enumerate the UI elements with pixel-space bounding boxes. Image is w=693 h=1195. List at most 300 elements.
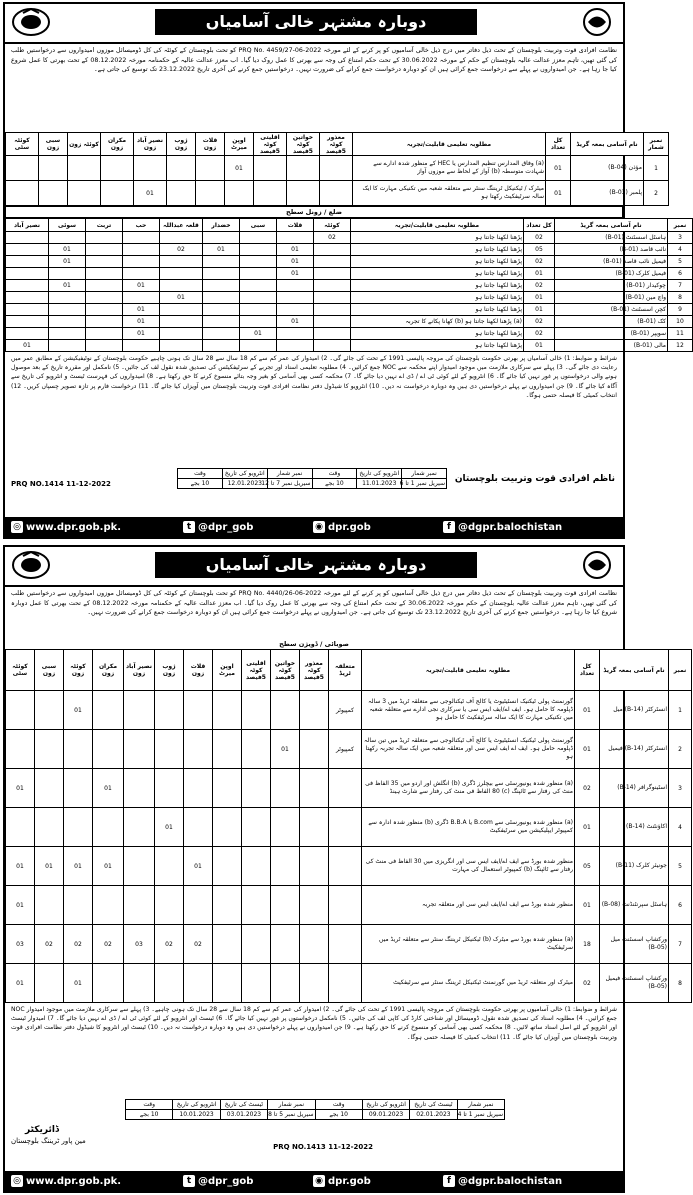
- schedule-cell: 10 بجے: [178, 479, 223, 489]
- table-cell: [86, 304, 123, 316]
- column-header: معذور کوٹہ 5فیصد: [300, 650, 329, 691]
- table-cell: [300, 730, 329, 769]
- table-cell: [123, 292, 160, 304]
- table-cell: [64, 808, 93, 847]
- ad2-header: [5, 547, 623, 587]
- twitter-link[interactable]: t @dpr_gob: [183, 1175, 253, 1187]
- table-cell: [314, 304, 351, 316]
- table-cell: 01: [6, 886, 35, 925]
- table-cell: [49, 292, 86, 304]
- table-row: [6, 769, 692, 808]
- table-cell: [35, 691, 64, 730]
- table-cell: [314, 244, 351, 256]
- ad2-subheading: صوبائی / ڈویژن سطح: [279, 640, 349, 648]
- table-cell: [39, 156, 68, 181]
- ad1-vacancy-table-1: [5, 132, 669, 206]
- table-cell: 03: [6, 925, 35, 964]
- table-cell: چوکیدار (B-01): [555, 280, 668, 292]
- table-cell: [124, 847, 155, 886]
- table-cell: [300, 691, 329, 730]
- table-cell: [203, 232, 240, 244]
- table-cell: (a) پڑھنا لکھنا جانتا ہو (b) کھانا پکانے کا تجربہ: [351, 316, 524, 328]
- table-cell: [93, 886, 124, 925]
- table-cell: [213, 847, 242, 886]
- table-cell: [6, 292, 49, 304]
- instagram-link[interactable]: ◉ dpr.gob: [313, 521, 371, 533]
- table-cell: [124, 769, 155, 808]
- table-cell: [213, 964, 242, 1003]
- table-cell: [160, 316, 203, 328]
- column-header: نصیر آباد: [6, 219, 49, 232]
- table-row: [6, 181, 669, 206]
- table-cell: 5: [668, 256, 693, 268]
- table-cell: [49, 340, 86, 352]
- table-cell: 05: [524, 244, 555, 256]
- table-cell: [86, 328, 123, 340]
- table-cell: [240, 280, 277, 292]
- table-cell: [68, 181, 101, 206]
- column-header: مطلوبہ تعلیمی قابلیت/تجربہ: [351, 219, 524, 232]
- table-cell: [93, 691, 124, 730]
- table-cell: [184, 730, 213, 769]
- schedule-header: وقت: [315, 1100, 362, 1110]
- table-cell: [155, 769, 184, 808]
- table-cell: 3: [669, 769, 692, 808]
- column-header: کوئٹہ زون: [68, 133, 101, 156]
- ad2-vacancy-table: [5, 649, 692, 1003]
- schedule-cell: 11.01.2023: [357, 479, 402, 489]
- column-header: خواتین کوٹہ 5فیصد: [271, 650, 300, 691]
- table-cell: [203, 280, 240, 292]
- table-cell: [123, 340, 160, 352]
- table-cell: [123, 232, 160, 244]
- schedule-cell: 10 بجے: [315, 1110, 362, 1120]
- table-cell: [123, 256, 160, 268]
- table-cell: [329, 925, 362, 964]
- table-cell: 01: [225, 156, 254, 181]
- table-cell: پڑھنا لکھنا جانتا ہو: [351, 292, 524, 304]
- table-cell: 01: [155, 808, 184, 847]
- table-cell: [49, 328, 86, 340]
- table-row: [6, 808, 692, 847]
- table-cell: [6, 232, 49, 244]
- table-cell: 18: [575, 925, 600, 964]
- table-cell: انسٹرکٹر (B-14) میل: [600, 691, 669, 730]
- table-cell: [314, 268, 351, 280]
- table-cell: [6, 244, 49, 256]
- government-emblem-icon: [11, 7, 51, 37]
- table-cell: [35, 964, 64, 1003]
- ad2-terms: شرائط و ضوابط: 1) خالی آسامیوں پر بھرتی حکومت بلوچستان کی مروجہ پالیسی 1991 کے تحت کی جائے گی۔ 2) امیدوار کی عمر کم سے کم 18 سال سے 28 سال تک ہونی چاہیے۔ 3) پہلے سے سرکاری ملازمت میں موجود امیدوار NOC جمع کرائیں۔ 4) مطلوبہ اسناد کی تصدیق شدہ نقول، ڈومیسائل اور شناختی کارڈ کی کاپی لف کی جائیں۔ 5) نامکمل درخواستوں پر غور نہیں کیا جائے گا۔ 6) ٹیسٹ اور انٹرویو کے لئے کوئی ٹی اے / ڈی اے نہیں دیا جائے گا۔ 7) امیدوار ٹیسٹ اور انٹرویو کے لئے اصل اسناد ساتھ لائیں۔ 8) محکمہ کسی بھی آسامی کو منسوخ کرنے کا حق رکھتا ہے۔ 9) جن امیدواروں نے پہلے درخواستیں دی ہیں وہ دوبارہ درخواست نہ دیں۔ 10) ٹیسٹ اور انٹرویو کا شیڈول دفتر نظامت افرادی قوت وتربیت بلوچستان میں آویزاں کیا جائے گا۔ 11) انتخاب کمیٹی کا فیصلہ حتمی ہوگا۔: [11, 1006, 618, 1041]
- table-cell: [300, 847, 329, 886]
- table-cell: 02: [575, 769, 600, 808]
- advertisement-1: [3, 2, 687, 538]
- table-cell: 1: [669, 691, 692, 730]
- table-row: [6, 232, 693, 244]
- table-row: [6, 730, 692, 769]
- table-cell: 01: [134, 181, 167, 206]
- table-cell: 02: [575, 964, 600, 1003]
- schedule-header: انٹرویو کی تاریخ: [357, 469, 402, 479]
- table-cell: 8: [669, 964, 692, 1003]
- ad2-footer-block: [5, 1099, 623, 1159]
- table-cell: 01: [575, 808, 600, 847]
- table-cell: [6, 304, 49, 316]
- balochistan-logo-icon: [577, 7, 617, 37]
- table-cell: [6, 808, 35, 847]
- table-cell: سویپر (B-01): [555, 328, 668, 340]
- table-cell: [160, 328, 203, 340]
- column-header: نمبر: [668, 219, 693, 232]
- table-cell: [329, 964, 362, 1003]
- table-cell: [6, 181, 39, 206]
- table-cell: 4: [669, 808, 692, 847]
- column-header: نام آسامی بمعہ گریڈ: [571, 133, 644, 156]
- table-cell: [196, 181, 225, 206]
- table-cell: 01: [6, 340, 49, 352]
- table-cell: [86, 268, 123, 280]
- table-cell: 02: [314, 232, 351, 244]
- table-cell: [242, 964, 271, 1003]
- table-cell: 01: [123, 316, 160, 328]
- table-cell: [184, 691, 213, 730]
- instagram-link[interactable]: ◉ dpr.gob: [313, 1175, 371, 1187]
- column-header: قلعہ عبداللہ: [160, 219, 203, 232]
- column-header: متعلقہ ٹریڈ: [329, 650, 362, 691]
- table-cell: [242, 925, 271, 964]
- twitter-icon: t: [183, 1175, 195, 1187]
- table-cell: 01: [123, 280, 160, 292]
- table-cell: [329, 769, 362, 808]
- ad1-prq-number: PRQ NO.1414 11-12-2022: [11, 480, 111, 488]
- schedule-header: نمبر شمار: [402, 469, 447, 479]
- table-cell: [49, 232, 86, 244]
- ad1-intro: نظامت افرادی قوت وتربیت بلوچستان کے تحت ذیل دفاتر میں درج ذیل خالی آسامیوں کو پر کرنے کے لئے مورخہ PRQ No. 4459/27-06-2022 کو تحت بلوچستان کے کوئٹہ کی کل ڈومیسائل موزوں امیدواروں سے درخواستیں طلب کی گئی تھیں، تاہم معزز عدالت عالیہ بلوچستان کے حکم کے مورخہ 30.06.2022 کے تحت حکم امتناع کی وجہ سے بھرتی کا عمل روک دیا گیا۔ اب معزز عدالت عالیہ کے حکمنامہ مورخہ 08.12.2022 کے تحت بھرتی کا عمل شروع کیا جا رہا ہے۔ جن امیدواروں نے پہلے سے درخواست جمع کرائی ہیں ان کو دوبارہ درخواست جمع کرانے کی ضرورت نہیں۔ درخواستیں جمع کرنے کی آخری تاریخ 23.12.2022 تک توسیع کی جاتی ہے۔: [11, 47, 618, 74]
- table-cell: مؤذن (B-04): [571, 156, 644, 181]
- table-cell: [124, 730, 155, 769]
- website-link[interactable]: ◎ www.dpr.gob.pk.: [11, 521, 121, 533]
- table-cell: [287, 181, 320, 206]
- table-cell: [240, 340, 277, 352]
- table-row: [6, 886, 692, 925]
- table-cell: 01: [524, 292, 555, 304]
- social-footer-bar-2: [3, 1171, 625, 1193]
- table-cell: 9: [668, 304, 693, 316]
- ad1-footer-block: [5, 466, 623, 506]
- column-header: نصیر آباد زون: [134, 133, 167, 156]
- facebook-icon: f: [443, 521, 455, 533]
- table-cell: ہاسٹل سپرنٹنڈنٹ (B-08): [600, 886, 669, 925]
- table-cell: پڑھنا لکھنا جانتا ہو: [351, 244, 524, 256]
- table-cell: [240, 232, 277, 244]
- table-cell: 05: [575, 847, 600, 886]
- column-header: سبی زون: [39, 133, 68, 156]
- table-cell: [184, 769, 213, 808]
- table-cell: [314, 316, 351, 328]
- table-cell: 01: [64, 847, 93, 886]
- column-header: اوپن میرٹ: [225, 133, 254, 156]
- table-cell: 01: [546, 156, 571, 181]
- ad2-title: دوبارہ مشتہر خالی آسامیاں: [155, 552, 477, 578]
- table-cell: اکاؤنٹنٹ (B-14): [600, 808, 669, 847]
- table-cell: [6, 280, 49, 292]
- table-cell: گورنمنٹ پولی ٹیکنیک انسٹیٹیوٹ یا کالج آف ٹیکنالوجی سے متعلقہ ٹریڈ میں تین سالہ ڈپلومہ حامل ہو۔ ایف اے ایف ایس سی اور متعلقہ شعبہ میں ایک سالہ تجربہ رکھتا ہو: [362, 730, 575, 769]
- table-cell: 5: [669, 847, 692, 886]
- table-cell: 02: [64, 925, 93, 964]
- table-cell: [134, 156, 167, 181]
- table-cell: کچن اسسٹنٹ (B-01): [555, 304, 668, 316]
- table-cell: [160, 340, 203, 352]
- table-cell: [35, 769, 64, 808]
- table-cell: 7: [669, 925, 692, 964]
- table-row: [6, 964, 692, 1003]
- table-cell: [93, 730, 124, 769]
- table-cell: [213, 730, 242, 769]
- table-cell: [287, 156, 320, 181]
- table-cell: 01: [35, 847, 64, 886]
- table-cell: واچ مین (B-01): [555, 292, 668, 304]
- table-cell: [124, 964, 155, 1003]
- table-cell: (a) وفاق المدارس تنظیم المدارس یا HEC کے منظور شدہ ادارے سے شہادت متوسطہ (b) آواز کے لحاظ سے موزوں آواز: [353, 156, 546, 181]
- table-cell: کمپیوٹر: [329, 730, 362, 769]
- table-cell: 11: [668, 328, 693, 340]
- schedule-header: ٹیسٹ کی تاریخ: [220, 1100, 267, 1110]
- table-cell: جونیئر کلرک (B-11): [600, 847, 669, 886]
- ad1-signature: ناظم افرادی قوت وتربیت بلوچستان: [454, 474, 615, 484]
- schedule-cell: سیریل نمبر 1 تا 6: [399, 480, 445, 487]
- ad1-terms: شرائط و ضوابط: 1) خالی آسامیاں پر بھرتی حکومت بلوچستان کی مروجہ پالیسی 1991 کے تحت کی جائے گی۔ 2) امیدوار کی عمر کم سے کم 18 سال سے 28 سال تک ہونی چاہیے حکومت بلوچستان کے نوٹیفیکیشن کے مطابق عمر میں رعایت دی جائے گی۔ 3) پہلے سے سرکاری ملازمت میں موجود امیدوار اپنے محکمہ سے NOC جمع کرائیں۔ 4) مطلوبہ تعلیمی اسناد اور تجربے کے سرٹیفکیٹس کی تصدیق شدہ نقول لف کی جائیں۔ 5) نامکمل اور مقررہ تاریخ کے بعد موصول ہونے والی درخواستوں پر غور نہیں کیا جائے گا۔ 6) انٹرویو کے لئے کوئی ٹی اے / ڈی اے نہیں دیا جائے گا۔ 7) محکمہ کسی بھی آسامی کو بغیر وجہ بتائے منسوخ کرنے کا حق رکھتا ہے۔ 8) امیدواروں کی فہرست ٹیسٹ و انٹرویو کی تاریخ سے آگاہ کیا جائے گا۔ 9) جن امیدواروں نے پہلے درخواستیں دی ہیں وہ دوبارہ درخواست نہ دیں۔ 10) انٹرویو کا شیڈول دفتر نظامت افرادی قوت وتربیت بلوچستان میں آویزاں کیا جائے گا۔ 11) درخواست فارم پر تازہ تصویر چسپاں کریں۔ 12) انتخاب کمیٹی کا فیصلہ حتمی ہوگا۔: [11, 355, 617, 399]
- table-cell: [49, 316, 86, 328]
- table-cell: اسٹینوگرافر (B-14): [600, 769, 669, 808]
- column-header: نمبر: [669, 650, 692, 691]
- table-cell: [242, 691, 271, 730]
- table-cell: (a) منظور شدہ بورڈ سے میٹرک (b) ٹیکنیکل ٹریننگ سنٹر سے متعلقہ ٹریڈ میں سرٹیفکیٹ: [362, 925, 575, 964]
- ad1-title: دوبارہ مشتہر خالی آسامیاں: [155, 9, 477, 35]
- table-cell: [242, 808, 271, 847]
- table-row: [6, 292, 693, 304]
- table-cell: پڑھنا لکھنا جانتا ہو: [351, 280, 524, 292]
- ad1-subheading: ضلع / زونل سطح: [5, 206, 623, 218]
- table-row: [6, 328, 693, 340]
- ad2-signature: مین پاور ٹریننگ بلوچستان: [11, 1137, 86, 1145]
- table-cell: [213, 691, 242, 730]
- column-header: کوئٹہ سٹی: [6, 650, 35, 691]
- table-cell: 01: [277, 244, 314, 256]
- table-cell: 02: [35, 925, 64, 964]
- instagram-icon: ◉: [313, 521, 325, 533]
- column-header: مطلوبہ تعلیمی قابلیت/تجربہ: [362, 650, 575, 691]
- schedule-header: انٹرویو کی تاریخ: [222, 469, 267, 479]
- table-cell: [35, 730, 64, 769]
- ad2-signature-title: ڈائریکٹر: [25, 1125, 59, 1135]
- table-cell: 02: [524, 280, 555, 292]
- table-cell: [86, 340, 123, 352]
- table-cell: [6, 730, 35, 769]
- schedule-header: وقت: [178, 469, 223, 479]
- column-header: نام آسامی بمعہ گریڈ: [555, 219, 668, 232]
- table-cell: ورکشاپ اسسٹنٹ میل (B-05): [600, 925, 669, 964]
- table-cell: [213, 769, 242, 808]
- table-cell: [240, 244, 277, 256]
- table-cell: 01: [6, 847, 35, 886]
- table-cell: [329, 886, 362, 925]
- schedule-cell: 12.01.2023: [222, 479, 267, 489]
- table-cell: [86, 292, 123, 304]
- table-cell: 01: [575, 691, 600, 730]
- column-header: سبی زون: [35, 650, 64, 691]
- table-cell: پڑھنا لکھنا جانتا ہو: [351, 256, 524, 268]
- table-cell: [277, 292, 314, 304]
- table-cell: 4: [668, 244, 693, 256]
- table-cell: 01: [93, 769, 124, 808]
- table-cell: 02: [160, 244, 203, 256]
- facebook-icon: f: [443, 1175, 455, 1187]
- table-cell: [242, 847, 271, 886]
- facebook-link[interactable]: f @dgpr.balochistan: [443, 521, 562, 533]
- table-cell: فیمیل نائب قاصد (B-01): [555, 256, 668, 268]
- table-cell: پڑھنا لکھنا جانتا ہو: [351, 328, 524, 340]
- government-emblem-icon: [11, 550, 51, 580]
- table-cell: [155, 886, 184, 925]
- table-cell: [86, 316, 123, 328]
- table-cell: 03: [124, 925, 155, 964]
- table-cell: 7: [668, 280, 693, 292]
- table-cell: [160, 268, 203, 280]
- table-cell: [314, 328, 351, 340]
- table-cell: [64, 730, 93, 769]
- table-cell: کک (B-01): [555, 316, 668, 328]
- table-cell: 01: [546, 181, 571, 206]
- table-cell: [160, 256, 203, 268]
- ad1-vacancy-table-2: [5, 218, 693, 352]
- table-cell: ہاسٹل اسسٹنٹ (B-01): [555, 232, 668, 244]
- table-cell: [203, 304, 240, 316]
- table-cell: گورنمنٹ پولی ٹیکنیک انسٹیٹیوٹ یا کالج آف ٹیکنالوجی سے متعلقہ ٹریڈ میں 3 سالہ ڈپلومہ کا حامل ہو۔ ایف اے/ایف ایس سی یا سرکاری نجی ادارے سے متعلقہ شعبہ میں تکنیکی مہارت کا ایک سالہ سرٹیفکیٹ کا حامل ہو: [362, 691, 575, 730]
- table-cell: پڑھنا لکھنا جانتا ہو: [351, 304, 524, 316]
- column-header: مکران زون: [93, 650, 124, 691]
- ad2-test-interview-schedule: [125, 1099, 505, 1120]
- table-cell: [203, 328, 240, 340]
- column-header: مطلوبہ تعلیمی قابلیت/تجربہ: [353, 133, 546, 156]
- table-cell: [124, 808, 155, 847]
- table-row: [6, 340, 693, 352]
- schedule-header: نمبر شمار: [457, 1100, 504, 1110]
- table-row: [6, 280, 693, 292]
- table-cell: 01: [203, 244, 240, 256]
- table-cell: [213, 886, 242, 925]
- column-header: قلات زون: [196, 133, 225, 156]
- table-cell: [277, 304, 314, 316]
- table-cell: 01: [123, 328, 160, 340]
- table-cell: 01: [277, 316, 314, 328]
- table-cell: 01: [6, 769, 35, 808]
- column-header: معذور کوٹہ 5فیصد: [320, 133, 353, 156]
- column-header: ژوب زون: [155, 650, 184, 691]
- table-cell: [271, 847, 300, 886]
- table-cell: (a) منظور شدہ یونیورسٹی سے B.com یا B.B.A ڈگری (b) منظور شدہ ادارہ سے کمپیوٹر ایپلیکیشن میں سرٹیفکیٹ: [362, 808, 575, 847]
- table-cell: [123, 244, 160, 256]
- table-cell: [184, 886, 213, 925]
- column-header: کل تعداد: [546, 133, 571, 156]
- table-cell: [240, 304, 277, 316]
- table-cell: [314, 280, 351, 292]
- column-header: نصیر آباد زون: [124, 650, 155, 691]
- table-cell: پڑھنا لکھنا جانتا ہو: [351, 340, 524, 352]
- table-cell: 01: [524, 268, 555, 280]
- column-header: کل تعداد: [575, 650, 600, 691]
- table-cell: میٹرک / ٹیکنیکل ٹریننگ سنٹر سے متعلقہ شعبہ میں تکنیکی مہارت کا ایک سالہ سرٹیفکیٹ رکھتا ہو: [353, 181, 546, 206]
- column-header: اقلیتی کوٹہ 5فیصد: [242, 650, 271, 691]
- table-cell: [300, 808, 329, 847]
- table-cell: [6, 328, 49, 340]
- column-header: کوئٹہ: [314, 219, 351, 232]
- website-link[interactable]: ◎ www.dpr.gob.pk.: [11, 1175, 121, 1187]
- twitter-link[interactable]: t @dpr_gob: [183, 521, 253, 533]
- table-cell: [329, 847, 362, 886]
- table-cell: [271, 808, 300, 847]
- table-cell: 01: [240, 328, 277, 340]
- table-cell: 6: [669, 886, 692, 925]
- schedule-header: نمبر شمار: [268, 1100, 315, 1110]
- table-cell: [254, 181, 287, 206]
- table-cell: [167, 156, 196, 181]
- table-cell: [254, 156, 287, 181]
- table-cell: [155, 730, 184, 769]
- schedule-header: وقت: [126, 1100, 173, 1110]
- table-cell: فیمیل کلرک (B-01): [555, 268, 668, 280]
- schedule-cell: سیریل نمبر 1 تا 4: [457, 1111, 503, 1118]
- table-cell: 01: [575, 730, 600, 769]
- table-row: [6, 316, 693, 328]
- column-header: اقلیتی کوٹہ 5فیصد: [254, 133, 287, 156]
- table-cell: [155, 964, 184, 1003]
- table-cell: 01: [575, 886, 600, 925]
- table-cell: منظور شدہ بورڈ سے ایف اے/ایف ایس سی اور انگریزی میں 30 الفاظ فی منٹ کی رفتار سے ٹائپنگ (b) کمپیوٹر استعمال کی مہارت: [362, 847, 575, 886]
- table-cell: [271, 769, 300, 808]
- schedule-header: وقت: [312, 469, 357, 479]
- balochistan-logo-icon: [577, 550, 617, 580]
- table-row: [6, 156, 669, 181]
- table-cell: پلمبر (B-03): [571, 181, 644, 206]
- table-cell: [184, 808, 213, 847]
- table-cell: 01: [49, 244, 86, 256]
- table-cell: پڑھنا لکھنا جانتا ہو: [351, 268, 524, 280]
- schedule-cell: 09.01.2023: [362, 1110, 409, 1120]
- table-cell: [6, 316, 49, 328]
- table-row: [6, 925, 692, 964]
- column-header: اوپن میرٹ: [213, 650, 242, 691]
- table-cell: [49, 304, 86, 316]
- table-cell: [225, 181, 254, 206]
- table-cell: [160, 232, 203, 244]
- table-cell: [86, 280, 123, 292]
- column-header: خواتین کوٹہ 5فیصد: [287, 133, 320, 156]
- table-cell: [314, 256, 351, 268]
- facebook-link[interactable]: f @dgpr.balochistan: [443, 1175, 562, 1187]
- table-cell: [300, 964, 329, 1003]
- globe-icon: ◎: [11, 1175, 23, 1187]
- table-cell: منظور شدہ بورڈ سے ایف اے/ایف ایس سی اور متعلقہ تجربہ: [362, 886, 575, 925]
- table-cell: [167, 181, 196, 206]
- column-header: سوئی: [49, 219, 86, 232]
- table-cell: [86, 232, 123, 244]
- column-header: ژوب زون: [167, 133, 196, 156]
- table-cell: انسٹرکٹر (B-14) فیمیل: [600, 730, 669, 769]
- table-cell: [320, 156, 353, 181]
- table-cell: 01: [93, 847, 124, 886]
- schedule-cell: 02.01.2023: [410, 1110, 457, 1120]
- social-footer-bar-1: [3, 517, 625, 539]
